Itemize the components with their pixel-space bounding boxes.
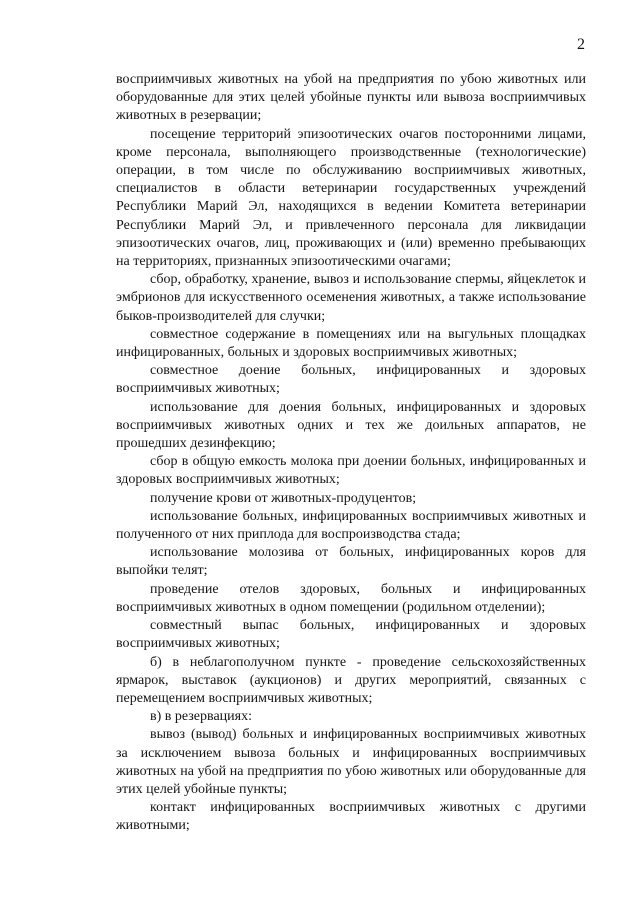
document-body (116, 71, 586, 836)
paragraph-colostrum: использование молозива от больных, инфицированных коров для выпойки телят; (116, 545, 586, 579)
paragraph-blood: получение крови от животных-продуцентов; (150, 490, 417, 506)
paragraph-reproduction: использование больных, инфицированных восприимчивых животных и полученного от них приплода для воспроизводства стада; (116, 508, 586, 543)
paragraph-milk-collection: сбор в общую емкость молока при доении больных, инфицированных и здоровых восприимчивых животных; (116, 454, 586, 488)
paragraph-item-v: в) в резервациях: (150, 709, 252, 725)
paragraph-continuation: восприимчивых животных на убой на предприятия по убою животных или оборудованные для этих целей убойные пункты или вывоза восприимчивых животных в резервации; (116, 72, 586, 124)
paragraph-grazing: совместный выпас больных, инфицированных и здоровых восприимчивых животных; (116, 618, 586, 652)
paragraph-joint-milking: совместное доение больных, инфицированных и здоровых восприимчивых животных; (116, 363, 586, 397)
paragraph-contact: контакт инфицированных восприимчивых животных с другими животными; (116, 800, 586, 834)
paragraph-visits: посещение территорий эпизоотических очагов посторонними лицами, кроме персонала, выполняющего производственные (технологические) операции, в том числе по обслуживанию восприимчивых животных, специалистов в области ветеринарии государственных учреждений Республики Марий Эл, находящихся в ведении Комитета ветеринарии Республики Марий Эл, и привлеченного персонала для ликвидации эпизоотических очагов, лиц, проживающих и (или) временно пребывающих на территориях, признанных эпизоотическими очагами; (116, 126, 586, 270)
paragraph-calving: проведение отелов здоровых, больных и инфицированных восприимчивых животных в одном помещении (родильном отделении); (116, 581, 586, 615)
paragraph-milking-machines: использование для доения больных, инфицированных и здоровых восприимчивых животных одних и тех же доильных аппаратов, не прошедших дезинфекцию; (116, 399, 586, 452)
paragraph-sperm: сбор, обработку, хранение, вывоз и использование спермы, яйцеклеток и эмбрионов для искусственного осеменения животных, а также использование быков-производителей для случки; (116, 272, 586, 324)
page-number: 2 (577, 36, 585, 53)
paragraph-joint-keeping: совместное содержание в помещениях или на выгульных площадках инфицированных, больных и здоровых восприимчивых животных; (116, 326, 586, 361)
paragraph-removal: вывоз (вывод) больных и инфицированных восприимчивых животных за исключением вывоза больных и инфицированных восприимчивых животных на убой на предприятия по убою животных или оборудованные для этих целей убойные пункты; (116, 727, 586, 797)
paragraph-item-b: б) в неблагополучном пункте - проведение сельскохозяйственных ярмарок, выставок (аукционов) и других мероприятий, связанных с перемещением восприимчивых животных; (116, 654, 586, 706)
